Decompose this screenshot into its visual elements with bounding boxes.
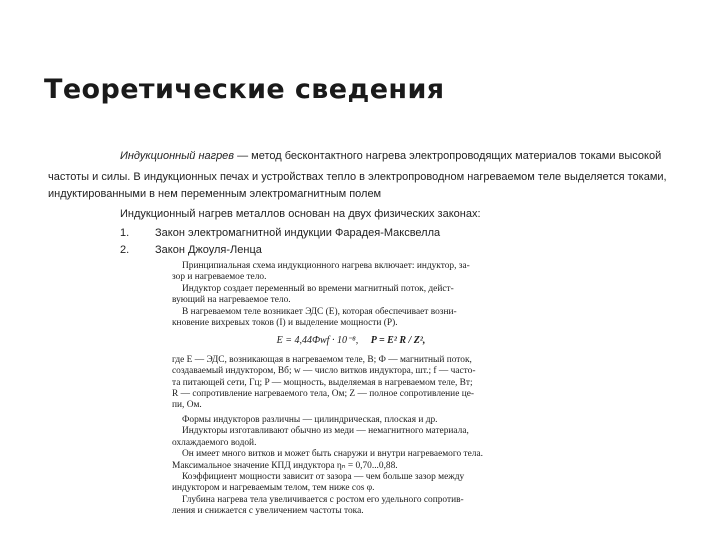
scan-line: где E — ЭДС, возникающая в нагреваемом теле, В; Ф — магнитный поток,: [172, 354, 472, 365]
scan-line: Он имеет много витков и может быть снаружи и внутри нагреваемого тела.: [182, 449, 483, 460]
scan-line: Глубина нагрева тела увеличивается с ростом его удельного сопротив-: [182, 494, 464, 505]
scan-line: кновение вихревых токов (I) и выделение мощности (P).: [172, 318, 398, 329]
definition-text: — метод бесконтактного нагрева электропроводящих материалов токами высокой: [234, 150, 662, 162]
scanned-textbook-excerpt: [172, 261, 530, 523]
list-number: 1.: [120, 227, 130, 239]
scan-line: создаваемый индуктором, Вб; w — число витков индуктора, шт.; f — часто-: [172, 366, 476, 377]
scan-line: вующий на нагреваемое тело.: [172, 295, 291, 306]
formula-power: P = E² R / Z²,: [370, 335, 426, 347]
slide-title: Теоретические сведения: [44, 74, 445, 105]
definition-end: индуктированными в нем переменным электромагнитным полем: [48, 188, 382, 200]
definition-line: [120, 149, 680, 163]
formula-emf: E = 4,44Фwf · 10⁻⁸,: [276, 335, 359, 347]
list-text: Закон электромагнитной индукции Фарадея-Максвелла: [155, 227, 441, 239]
list-number: 2.: [120, 244, 130, 256]
definition-continuation: частоты и силы. В индукционных печах и устройствах тепло в электропроводном нагреваемом теле выделяется токами,: [48, 171, 667, 183]
scan-line: индуктором и нагреваемым телом, тем ниже cos φ.: [172, 483, 375, 494]
scan-line: Индукторы изготавливают обычно из меди — немагнитного материала,: [182, 426, 469, 437]
definition-term: Индукционный нагрев: [120, 150, 235, 162]
scan-line: Принципиальная схема индукционного нагрева включает: индуктор, за-: [182, 261, 470, 271]
scan-line: В нагреваемом теле возникает ЭДС (E), которая обеспечивает возни-: [182, 306, 457, 317]
scan-line: Индуктор создает переменный во времени магнитный поток, дейст-: [182, 283, 454, 294]
list-text: Закон Джоуля-Ленца: [155, 244, 262, 256]
formula: [172, 335, 530, 346]
scan-line: охлаждаемого водой.: [172, 437, 257, 448]
scan-line: пи, Ом.: [172, 400, 202, 411]
scan-line: Максимальное значение КПД индуктора ηₙ = 0,70...0,88.: [172, 460, 398, 471]
scan-line: Формы индукторов различны — цилиндрическая, плоская и др.: [182, 414, 438, 425]
scan-line: Коэффициент мощности зависит от зазора — чем больше зазор между: [182, 471, 465, 482]
scan-line: зор и нагреваемое тело.: [172, 272, 267, 283]
scan-line: ления и снижается с увеличением частоты тока.: [172, 506, 364, 517]
scan-line: та питающей сети, Гц; P — мощность, выделяемая в нагреваемом теле, Вт;: [172, 377, 473, 388]
scan-line: R — сопротивление нагреваемого тела, Ом; Z — полное сопротивление це-: [172, 389, 475, 400]
laws-intro: Индукционный нагрев металлов основан на двух физических законах:: [120, 208, 481, 220]
